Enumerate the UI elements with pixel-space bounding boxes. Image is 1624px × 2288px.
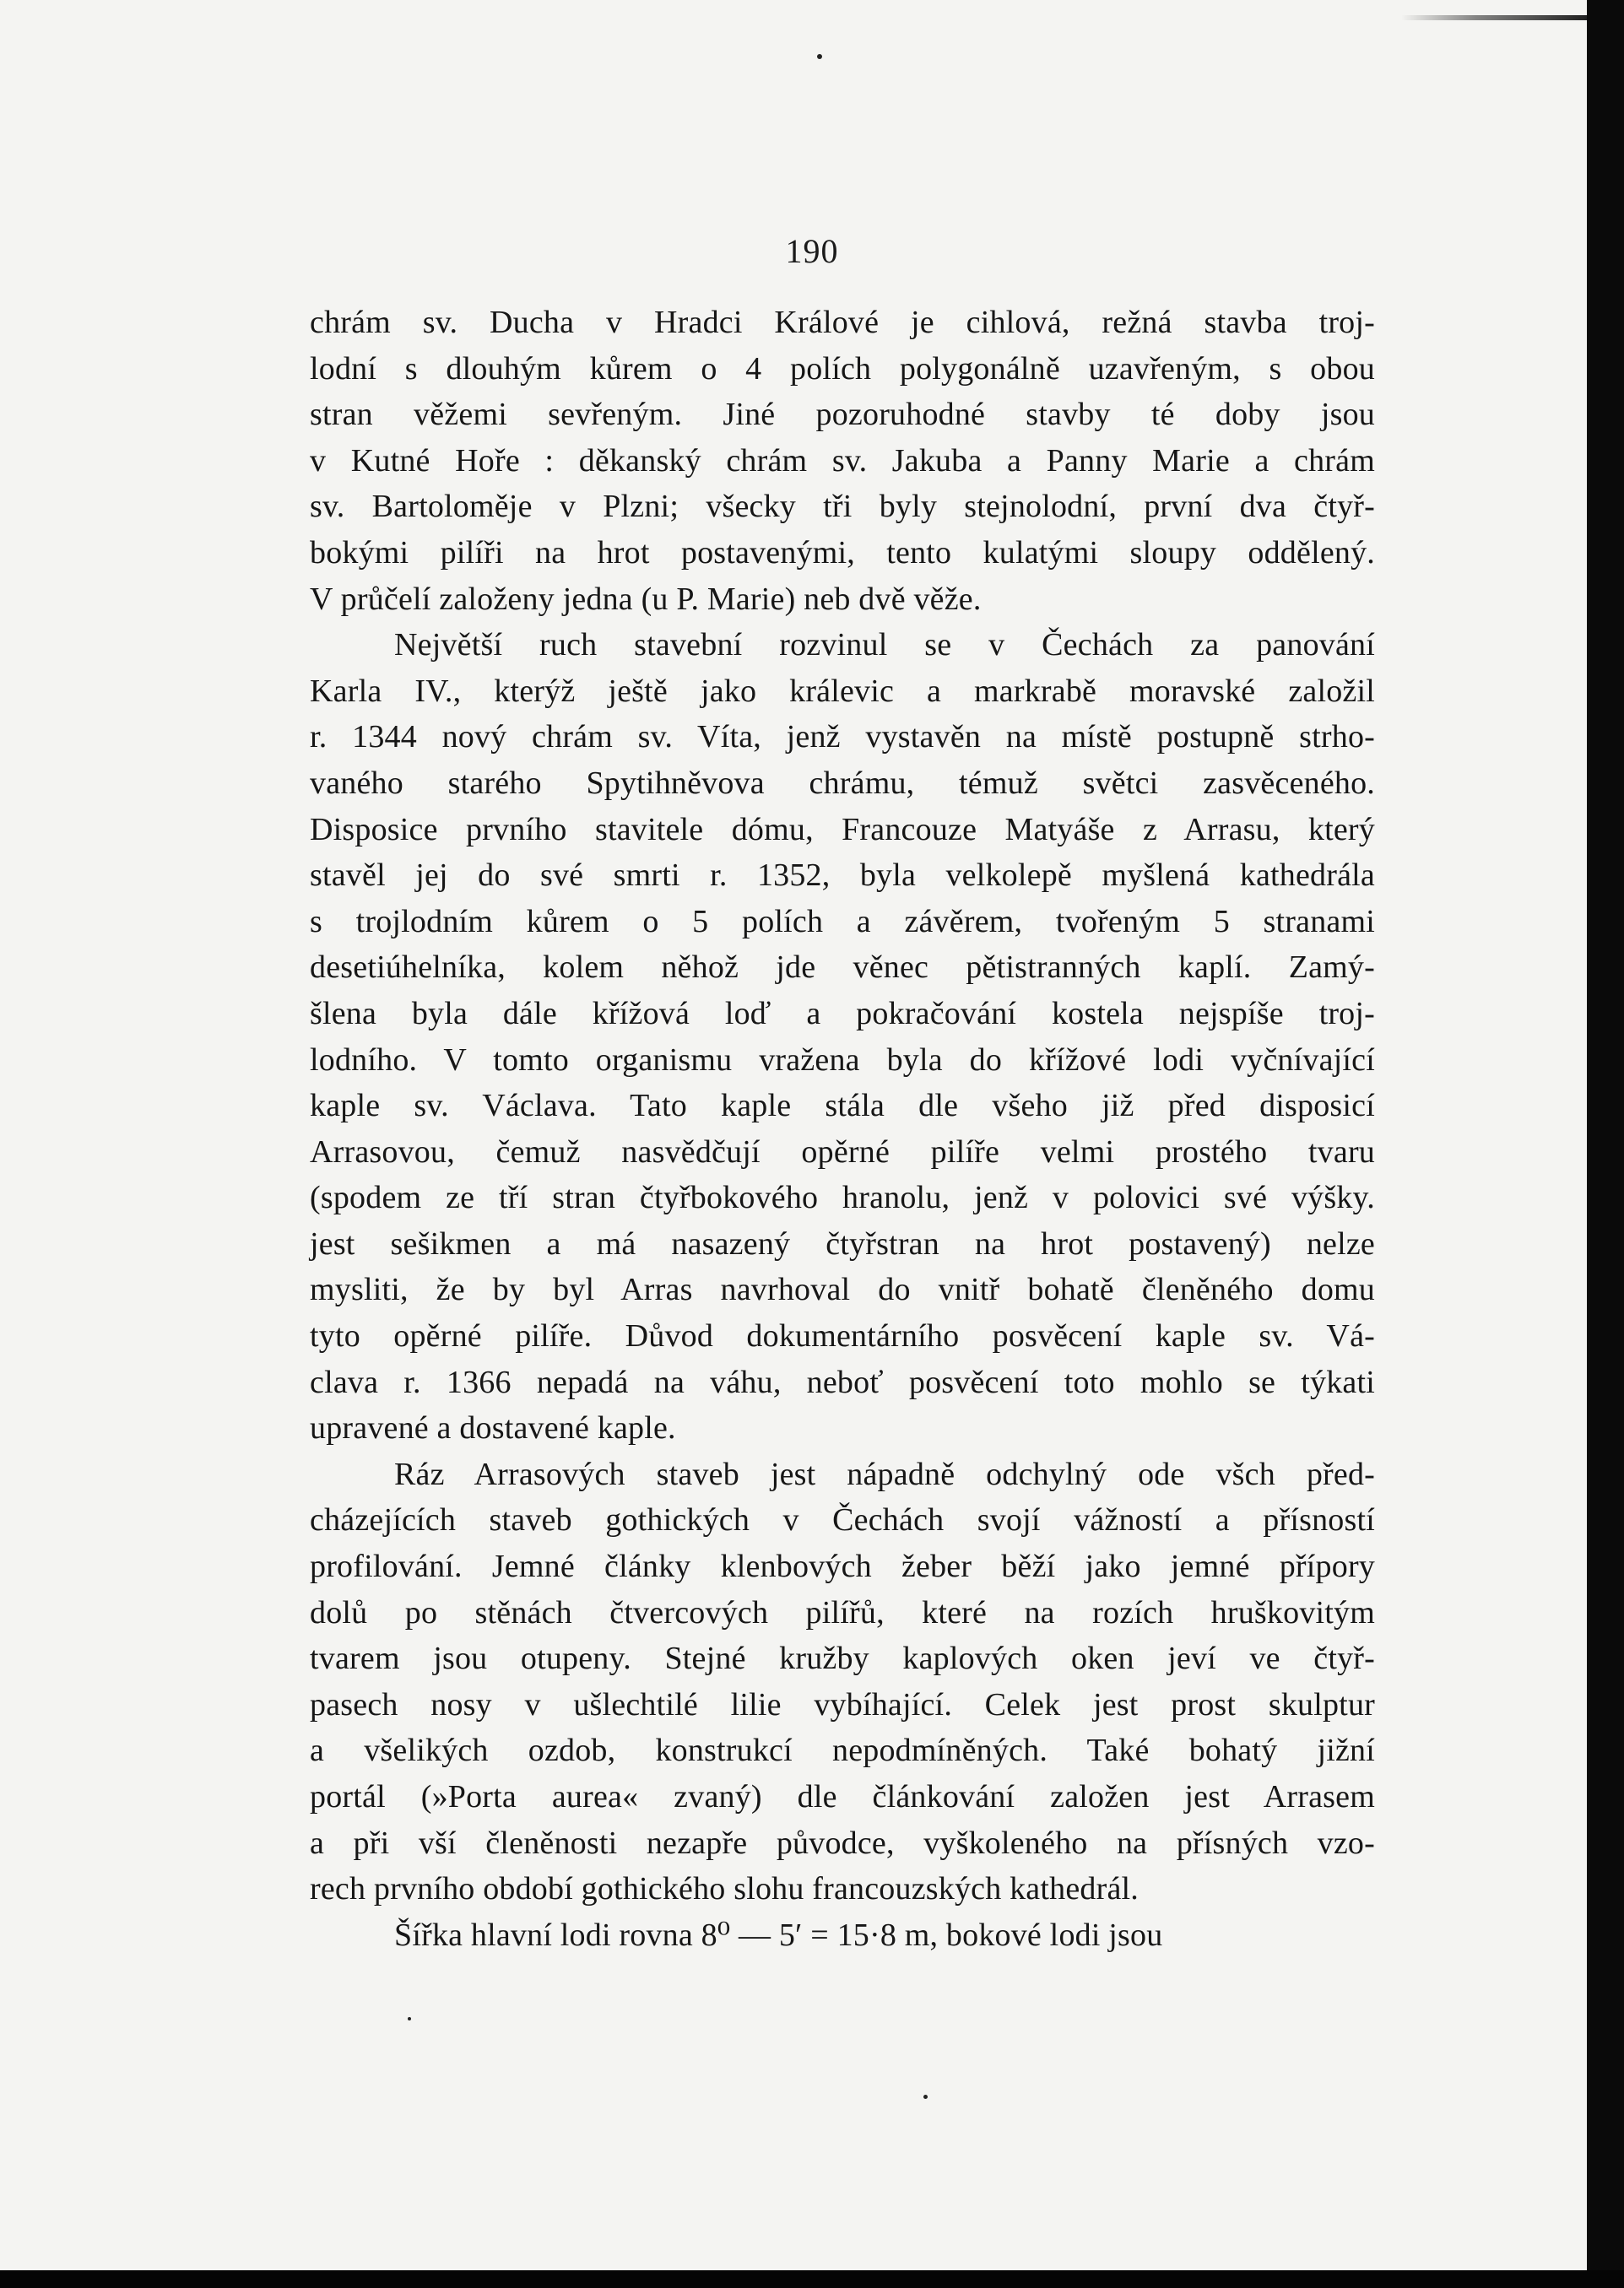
text-line: Ráz Arrasových staveb jest nápadně odchylný ode všch před- <box>394 1456 1375 1492</box>
text-line: desetiúhelníka, kolem něhož jde věnec pětistranných kaplí. Zamý- <box>310 949 1375 986</box>
text-line: stavěl jej do své smrti r. 1352, byla velkolepě myšlená kathedrála <box>310 857 1375 894</box>
text-line: v Kutné Hoře : děkanský chrám sv. Jakuba a Panny Marie a chrám <box>310 442 1375 479</box>
text-line: tvarem jsou otupeny. Stejné kružby kaplových oken jeví ve čtyř- <box>310 1641 1375 1677</box>
ink-speck <box>923 2095 928 2099</box>
text-line: Šířka hlavní lodi rovna 8⁰ — 5′ = 15·8 m, bokové lodi jsou <box>394 1917 1163 1953</box>
scan-right-border <box>1587 0 1624 2288</box>
paragraph <box>310 300 1375 622</box>
text-line: lodní s dlouhým kůrem o 4 polích polygonálně uzavřeným, s obou <box>310 350 1375 387</box>
text-line: Disposice prvního stavitele dómu, Francouze Matyáše z Arrasu, který <box>310 811 1375 847</box>
text-line: clava r. 1366 nepadá na váhu, neboť posvěcení toto mohlo se týkati <box>310 1364 1375 1400</box>
text-line: sv. Bartoloměje v Plzni; všecky tři byly stejnolodní, první dva čtyř- <box>310 489 1375 525</box>
text-line: tyto opěrné pilíře. Důvod dokumentárního posvěcení kaple sv. Vá- <box>310 1318 1375 1355</box>
text-line: Arrasovou, čemuž nasvědčují opěrné pilíře velmi prostého tvaru <box>310 1133 1375 1170</box>
scan-edge-mark <box>1401 15 1587 20</box>
body-text <box>310 300 1375 1958</box>
text-line: lodního. V tomto organismu vražena byla do křížové lodi vyčnívající <box>310 1041 1375 1078</box>
paragraph <box>310 622 1375 1452</box>
text-line: mysliti, že by byl Arras navrhoval do vnitř bohatě členěného domu <box>310 1272 1375 1308</box>
text-line: V průčelí založeny jedna (u P. Marie) neb dvě věže. <box>310 581 982 617</box>
text-line: pasech nosy v ušlechtilé lilie vybíhající. Celek jest prost skulptur <box>310 1686 1375 1723</box>
paragraph <box>310 1452 1375 1912</box>
text-line: bokými pilíři na hrot postavenými, tento kulatými sloupy oddělený. <box>310 534 1375 571</box>
ink-speck <box>408 2017 411 2020</box>
text-line: jest sešikmen a má nasazený čtyřstran na hrot postavený) nelze <box>310 1225 1375 1262</box>
text-line: vaného starého Spytihněvova chrámu, témuž světci zasvěceného. <box>310 765 1375 801</box>
text-line: rech prvního období gothického slohu francouzských kathedrál. <box>310 1871 1139 1907</box>
text-line: stran věžemi sevřeným. Jiné pozoruhodné stavby té doby jsou <box>310 397 1375 433</box>
text-line: Karla IV., kterýž ještě jako králevic a markrabě moravské založil <box>310 673 1375 709</box>
text-line: portál (»Porta aurea« zvaný) dle článkování založen jest Arrasem <box>310 1779 1375 1815</box>
text-line: (spodem ze tří stran čtyřbokového hranolu, jenž v polovici své výšky. <box>310 1180 1375 1216</box>
text-line: r. 1344 nový chrám sv. Víta, jenž vystavěn na místě postupně strho- <box>310 719 1375 755</box>
text-line: šlena byla dále křížová loď a pokračování kostela nejspíše troj- <box>310 995 1375 1031</box>
text-line: Největší ruch stavební rozvinul se v Čechách za panování <box>394 627 1375 663</box>
text-line: kaple sv. Václava. Tato kaple stála dle všeho již před disposicí <box>310 1088 1375 1124</box>
text-line: upravené a dostavené kaple. <box>310 1410 676 1447</box>
text-line: dolů po stěnách čtvercových pilířů, které na rozích hruškovitým <box>310 1594 1375 1631</box>
text-line: s trojlodním kůrem o 5 polích a závěrem, tvořeným 5 stranami <box>310 903 1375 939</box>
text-line: chrám sv. Ducha v Hradci Králové je cihlová, režná stavba troj- <box>310 305 1375 340</box>
text-line: profilování. Jemné články klenbových žeber běží jako jemné přípory <box>310 1549 1375 1585</box>
paragraph <box>310 1912 1375 1959</box>
ink-speck <box>817 54 822 59</box>
scan-bottom-border <box>0 2270 1624 2288</box>
text-line: cházejících staveb gothických v Čechách svojí vážností a přísností <box>310 1502 1375 1539</box>
text-line: a všelikých ozdob, konstrukcí nepodmíněných. Také bohatý jižní <box>310 1733 1375 1769</box>
text-line: a při vší členěnosti nezapře původce, vyškoleného na přísných vzo- <box>310 1825 1375 1861</box>
page-number: 190 <box>785 232 839 270</box>
